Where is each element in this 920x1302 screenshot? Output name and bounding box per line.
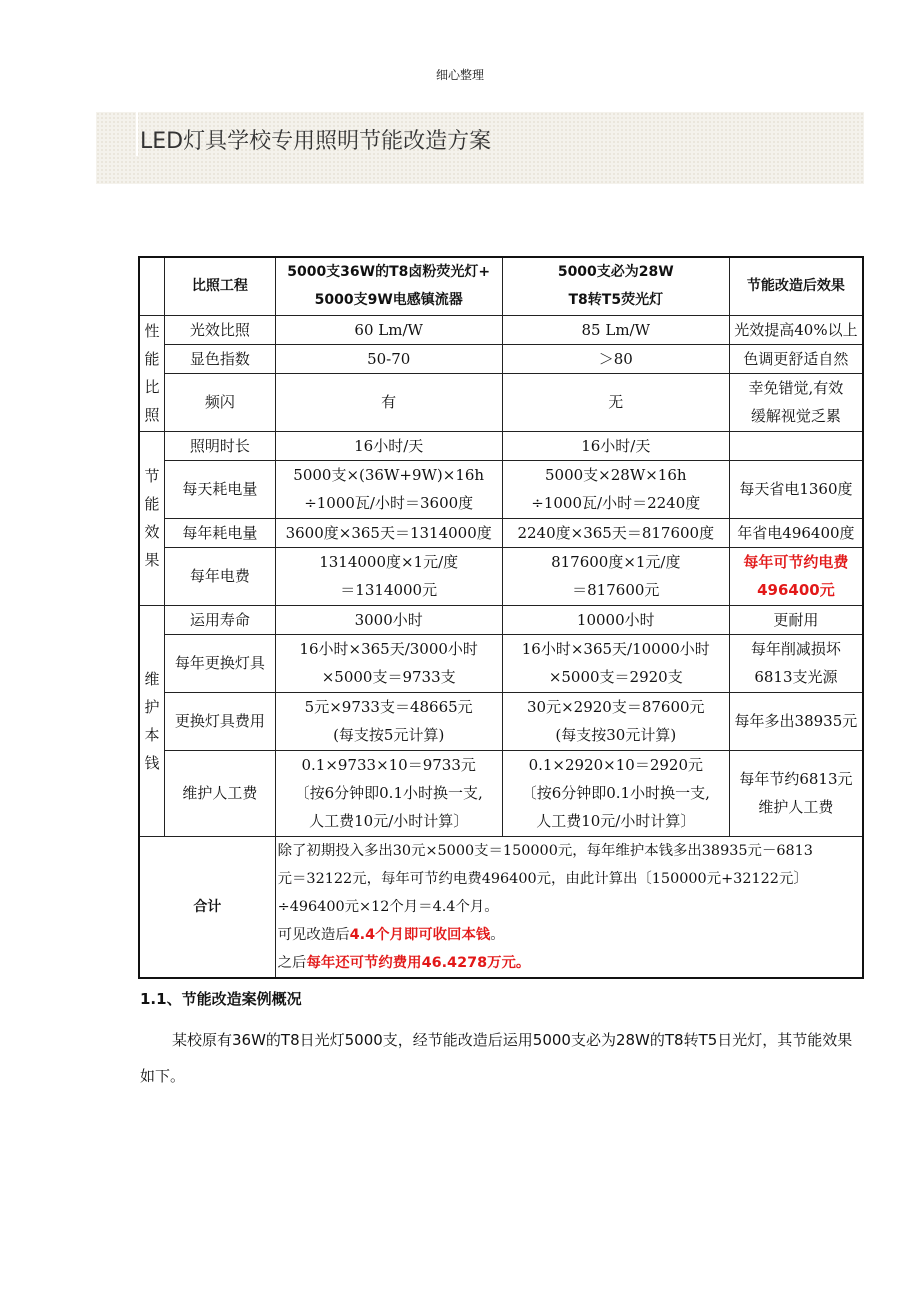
body-paragraph: 某校原有36W的T8日光灯5000支，经节能改造后运用5000支必为28W的T8转T5日光灯，其节能效果如下。 bbox=[140, 1031, 853, 1085]
group-label-maintenance: 维 护 本 钱 bbox=[139, 605, 165, 836]
cell-old: 50-70 bbox=[275, 344, 502, 373]
cell-new: ＞80 bbox=[502, 344, 729, 373]
cell-new: 0.1×2920×10＝2920元 〔按6分钟即0.1小时换一支, 人工费10元/小时计算〕 bbox=[502, 750, 729, 836]
cell-effect: 色调更舒适自然 bbox=[729, 344, 863, 373]
table-header-row bbox=[139, 257, 863, 315]
savings-highlight: 每年还可节约费用46.4278万元。 bbox=[306, 954, 531, 971]
corner-cell bbox=[139, 257, 165, 315]
cell-old: 3000小时 bbox=[275, 605, 502, 634]
cell-old: 有 bbox=[275, 373, 502, 431]
cell-old: 60 Lm/W bbox=[275, 315, 502, 344]
payback-highlight: 4.4个月即可收回本钱 bbox=[349, 926, 491, 943]
document-title: LED灯具学校专用照明节能改造方案 bbox=[140, 129, 492, 154]
page-header: 细心整理 bbox=[435, 68, 484, 82]
cell-effect: 每年削减损坏 6813支光源 bbox=[729, 634, 863, 692]
col-header-project: 比照工程 bbox=[165, 257, 276, 315]
total-label: 合计 bbox=[139, 836, 275, 978]
col-header-effect: 节能改造后效果 bbox=[729, 257, 863, 315]
table-row bbox=[139, 750, 863, 836]
cell-new: 16小时×365天/10000小时 ×5000支＝2920支 bbox=[502, 634, 729, 692]
summary-text: 。 bbox=[490, 926, 505, 943]
comparison-table bbox=[138, 256, 864, 979]
cell-old: 16小时/天 bbox=[275, 431, 502, 460]
row-label: 运用寿命 bbox=[165, 605, 276, 634]
row-label: 显色指数 bbox=[165, 344, 276, 373]
row-label: 光效比照 bbox=[165, 315, 276, 344]
table-row bbox=[139, 518, 863, 547]
cell-old: 3600度×365天＝1314000度 bbox=[275, 518, 502, 547]
cell-new: 无 bbox=[502, 373, 729, 431]
summary-line bbox=[278, 949, 860, 977]
cell-new: 817600度×1元/度 ＝817600元 bbox=[502, 547, 729, 605]
group-label-performance: 性 能 比 照 bbox=[139, 315, 165, 431]
cell-old: 0.1×9733×10＝9733元 〔按6分钟即0.1小时换一支, 人工费10元/小时计算〕 bbox=[275, 750, 502, 836]
cell-effect: 每天省电1360度 bbox=[729, 460, 863, 518]
cell-new: 85 Lm/W bbox=[502, 315, 729, 344]
row-label: 每年更换灯具 bbox=[165, 634, 276, 692]
row-label: 维护人工费 bbox=[165, 750, 276, 836]
table-row bbox=[139, 460, 863, 518]
summary-line: ÷496400元×12个月＝4.4个月。 bbox=[277, 898, 499, 915]
col-header-new: 5000支必为28W T8转T5荧光灯 bbox=[502, 257, 729, 315]
table-row bbox=[139, 547, 863, 605]
table-row bbox=[139, 315, 863, 344]
cell-effect: 光效提高40%以上 bbox=[729, 315, 863, 344]
row-label: 频闪 bbox=[165, 373, 276, 431]
cell-new: 10000小时 bbox=[502, 605, 729, 634]
cell-effect: 幸免错觉,有效 缓解视觉乏累 bbox=[729, 373, 863, 431]
cell-effect-highlight: 每年可节约电费 496400元 bbox=[729, 547, 863, 605]
cell-effect: 每年节约6813元 维护人工费 bbox=[729, 750, 863, 836]
cell-old: 5元×9733支＝48665元 (每支按5元计算) bbox=[275, 692, 502, 750]
table-row bbox=[139, 692, 863, 750]
total-row bbox=[139, 836, 863, 978]
cell-effect bbox=[729, 431, 863, 460]
summary-line: 除了初期投入多出30元×5000支＝150000元，每年维护本钱多出38935元－6813 bbox=[277, 842, 813, 859]
row-label: 每年耗电量 bbox=[165, 518, 276, 547]
cell-effect: 更耐用 bbox=[729, 605, 863, 634]
table-row bbox=[139, 634, 863, 692]
total-summary bbox=[275, 836, 863, 978]
table-row bbox=[139, 373, 863, 431]
table-row bbox=[139, 431, 863, 460]
cell-old: 5000支×(36W+9W)×16h ÷1000瓦/小时＝3600度 bbox=[275, 460, 502, 518]
row-label: 每天耗电量 bbox=[165, 460, 276, 518]
cell-new: 16小时/天 bbox=[502, 431, 729, 460]
row-label: 更换灯具费用 bbox=[165, 692, 276, 750]
table-row bbox=[139, 344, 863, 373]
cell-new: 5000支×28W×16h ÷1000瓦/小时＝2240度 bbox=[502, 460, 729, 518]
table-row bbox=[139, 605, 863, 634]
cell-new: 30元×2920支＝87600元 (每支按30元计算) bbox=[502, 692, 729, 750]
summary-line bbox=[278, 921, 860, 949]
cell-effect: 年省电496400度 bbox=[729, 518, 863, 547]
cell-effect: 每年多出38935元 bbox=[729, 692, 863, 750]
row-label: 照明时长 bbox=[165, 431, 276, 460]
summary-line: 元＝32122元，每年可节约电费496400元，由此计算出〔150000元+32122元〕 bbox=[277, 870, 808, 887]
summary-text: 可见改造后 bbox=[277, 926, 350, 943]
cell-old: 16小时×365天/3000小时 ×5000支＝9733支 bbox=[275, 634, 502, 692]
group-label-energy: 节 能 效 果 bbox=[139, 431, 165, 605]
row-label: 每年电费 bbox=[165, 547, 276, 605]
col-header-old: 5000支36W的T8卤粉荧光灯+ 5000支9W电感镇流器 bbox=[275, 257, 502, 315]
cell-new: 2240度×365天＝817600度 bbox=[502, 518, 729, 547]
cell-old: 1314000度×1元/度 ＝1314000元 bbox=[275, 547, 502, 605]
summary-text: 之后 bbox=[277, 954, 307, 971]
section-heading: 1.1、节能改造案例概况 bbox=[140, 990, 302, 1008]
